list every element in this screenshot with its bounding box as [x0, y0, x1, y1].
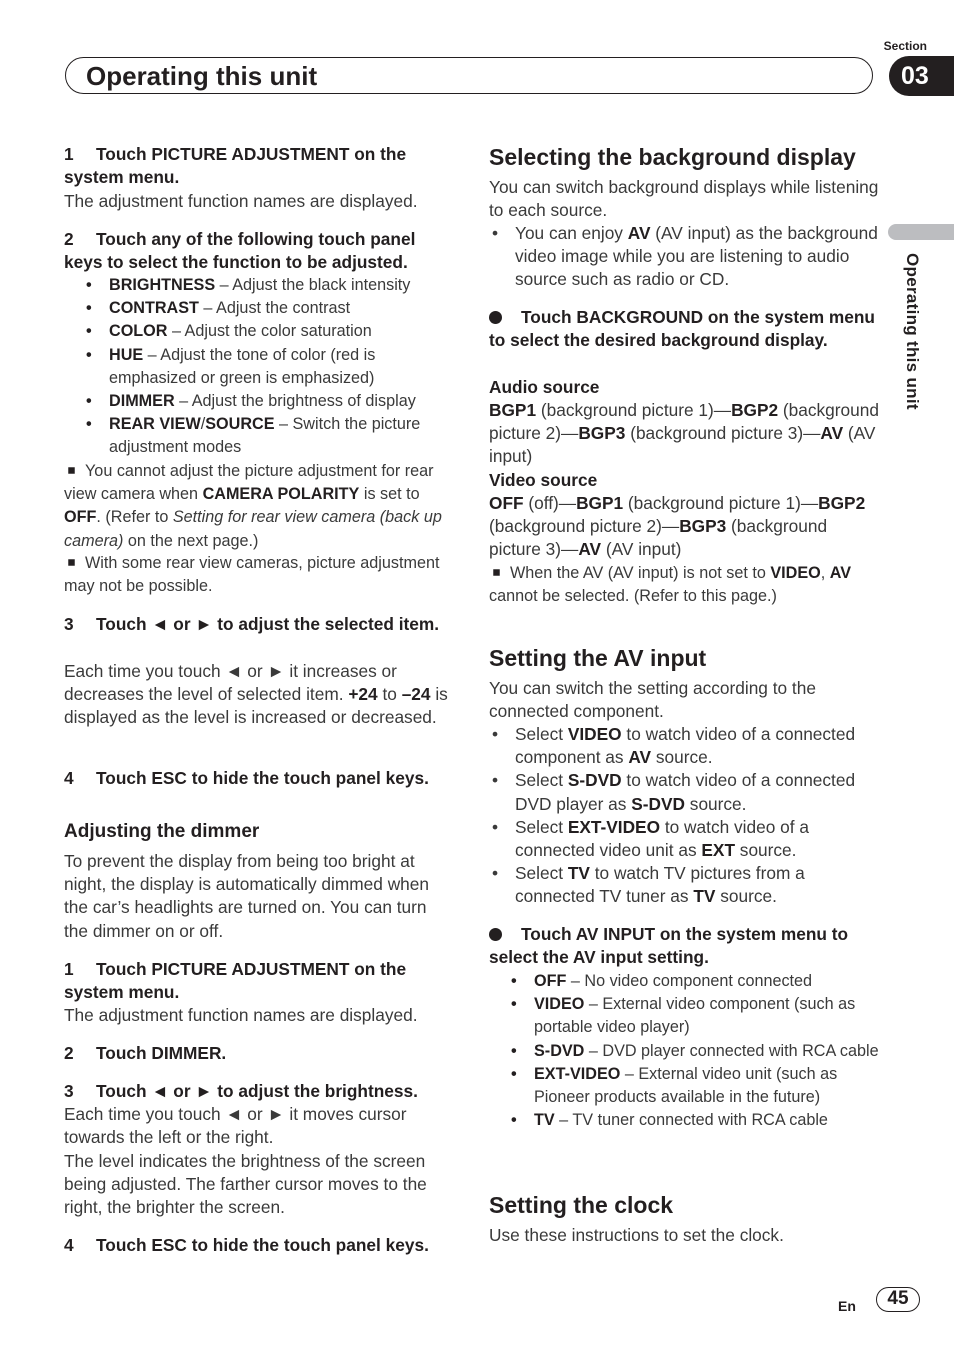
option-item: • S-DVD – DVD player connected with RCA cable [508, 1040, 879, 1063]
step-1-dimmer-result: The adjustment function names are displayed. [64, 1005, 418, 1025]
list-item: • Select TV to watch TV pictures from a connected TV tuner as TV source. [489, 862, 879, 908]
av-input-bullets [489, 723, 879, 909]
option-item: • EXT-VIDEO – External video unit (such as Pioneer products available in the future) [508, 1063, 879, 1109]
note-square-icon [68, 559, 74, 565]
list-item: • You can enjoy AV (AV input) as the background video image while you are listening to audio source such as radio or CD. [489, 222, 879, 292]
step-3-dimmer: 3 Touch ◄ or ► to adjust the brightness. [64, 1081, 418, 1101]
av-input-step: Touch AV INPUT on the system menu to select the AV input setting. [489, 924, 849, 968]
side-tab-marker [888, 224, 954, 240]
option-item: • VIDEO – External video component (such as portable video player) [508, 993, 879, 1039]
note-rear-camera: With some rear view cameras, picture adjustment may not be possible. [64, 554, 440, 596]
step-dot-icon [489, 928, 502, 941]
step-1-dimmer: 1 Touch PICTURE ADJUSTMENT on the system menu. [64, 959, 407, 1003]
video-source-options: OFF (off)—BGP1 (background picture 1)—BGP2 (background picture 2)—BGP3 (background picture 3)—AV (AV input) [489, 493, 866, 560]
note-camera-polarity: You cannot adjust the picture adjustment for rear view camera when CAMERA POLARITY is set to OFF. (Refer to Setting for rear view camera (back up camera) on the next page.) [64, 462, 442, 550]
option-item: • OFF – No video component connected [508, 970, 879, 993]
section-number-badge: 03 [889, 56, 954, 96]
step-3-dimmer-result: Each time you touch ◄ or ► it moves cursor towards the left or the right. [64, 1104, 407, 1148]
step-3-adjust-item: 3 Touch ◄ or ► to adjust the selected item. [64, 614, 440, 634]
step-dot-icon [489, 311, 502, 324]
note-square-icon [493, 569, 499, 575]
section-label: Section [883, 39, 927, 53]
clock-heading: Setting the clock [489, 1192, 674, 1218]
option-item: • TV – TV tuner connected with RCA cable [508, 1109, 879, 1132]
note-square-icon [68, 467, 74, 473]
side-tab-label: Operating this unit [903, 253, 922, 410]
function-item: • REAR VIEW/SOURCE – Switch the picture adjustment modes [83, 413, 454, 459]
clock-intro: Use these instructions to set the clock. [489, 1225, 784, 1245]
av-input-options [508, 970, 879, 1132]
list-item: • Select S-DVD to watch video of a connected DVD player as S-DVD source. [489, 769, 879, 815]
function-item: • DIMMER – Adjust the brightness of display [83, 390, 454, 413]
function-item: • BRIGHTNESS – Adjust the black intensity [83, 274, 454, 297]
list-item: • Select EXT-VIDEO to watch video of a connected video unit as EXT source. [489, 816, 879, 862]
step-4-hide-keys: 4 Touch ESC to hide the touch panel keys. [64, 768, 429, 788]
language-code: En [838, 1298, 856, 1314]
dimmer-intro: To prevent the display from being too bright at night, the display is automatically dimmed when the car’s headlights are turned on. You can turn the dimmer on or off. [64, 851, 430, 941]
function-list [83, 274, 454, 460]
dimmer-heading: Adjusting the dimmer [64, 821, 260, 842]
av-input-intro: You can switch the setting according to the connected component. [489, 678, 816, 722]
background-note: When the AV (AV input) is not set to VIDEO, AV cannot be selected. (Refer to this page.) [489, 564, 851, 606]
function-item: • HUE – Adjust the tone of color (red is emphasized or green is emphasized) [83, 344, 454, 390]
background-step: Touch BACKGROUND on the system menu to select the desired background display. [489, 307, 875, 351]
step-2-dimmer: 2 Touch DIMMER. [64, 1043, 227, 1063]
step-3-dimmer-explanation: The level indicates the brightness of the screen being adjusted. The farther cursor moves to the right, the brighter the screen. [64, 1151, 427, 1218]
background-heading: Selecting the background display [489, 144, 856, 170]
step-2-select-function: 2 Touch any of the following touch panel keys to select the function to be adjusted. [64, 229, 416, 273]
background-intro: You can switch background displays while listening to each source. [489, 177, 879, 221]
background-bullets [489, 222, 879, 292]
video-source-label: Video source [489, 470, 598, 490]
step-3-result: Each time you touch ◄ or ► it increases or decreases the level of selected item. +24 to –24 is displayed as the level is increased or decreased. [64, 661, 448, 728]
step-1-picture-adjustment: 1 Touch PICTURE ADJUSTMENT on the system menu. [64, 144, 407, 188]
page-title: Operating this unit [86, 61, 318, 91]
av-input-heading: Setting the AV input [489, 645, 707, 671]
audio-source-label: Audio source [489, 377, 600, 397]
list-item: • Select VIDEO to watch video of a connected component as AV source. [489, 723, 879, 769]
step-1-result: The adjustment function names are displayed. [64, 191, 418, 211]
audio-source-options: BGP1 (background picture 1)—BGP2 (background picture 2)—BGP3 (background picture 3)—AV (AV input) [489, 400, 879, 467]
step-4-dimmer: 4 Touch ESC to hide the touch panel keys. [64, 1235, 429, 1255]
function-item: • COLOR – Adjust the color saturation [83, 320, 454, 343]
function-item: • CONTRAST – Adjust the contrast [83, 297, 454, 320]
page-number: 45 [876, 1287, 920, 1312]
